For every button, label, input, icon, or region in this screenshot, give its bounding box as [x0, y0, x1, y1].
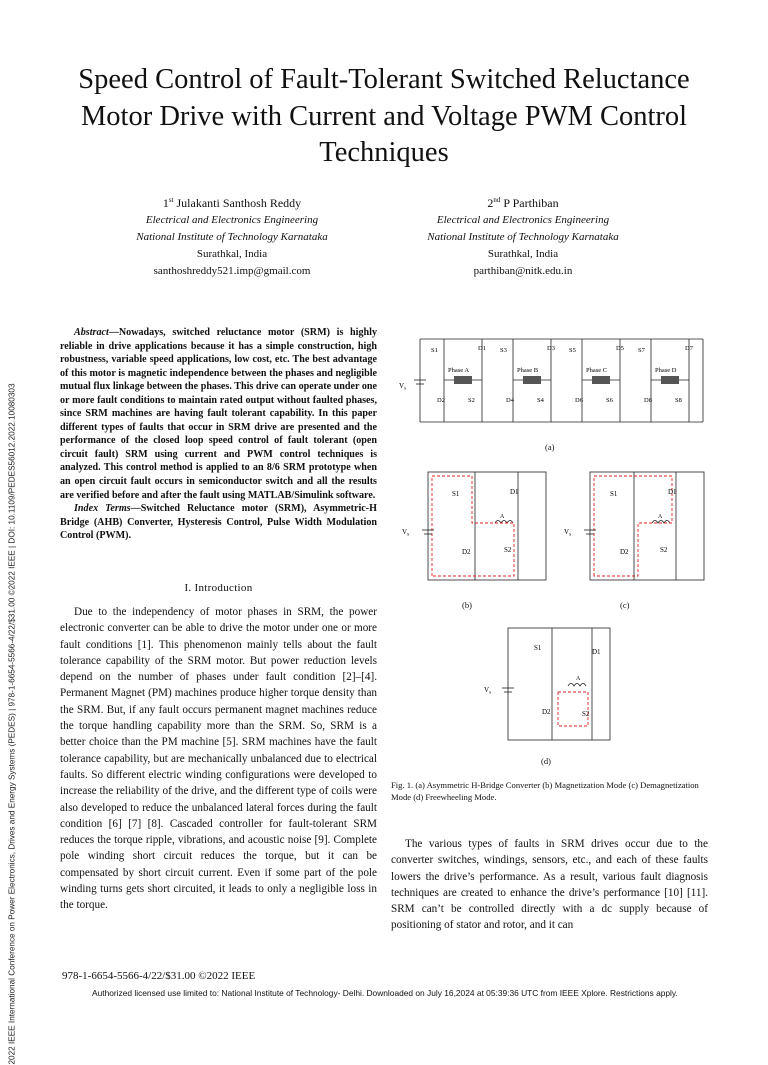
label-s1: S1	[452, 490, 460, 498]
switch-bot-label: S8	[675, 397, 682, 404]
phase-label: Phase C	[586, 367, 608, 374]
phase-winding-1	[454, 376, 472, 384]
switch-top-label: S1	[431, 347, 438, 354]
doi-sidebar	[2, 0, 17, 1065]
switch-bot-label: S4	[537, 397, 544, 404]
switch-bot-label: S6	[606, 397, 613, 404]
diode-bot-label: D2	[437, 397, 445, 404]
svg-text:S1: S1	[610, 490, 618, 498]
svg-text:Vs: $V_s$	[484, 686, 492, 696]
diode-bot-label: D4	[506, 397, 514, 404]
paper-title: Speed Control of Fault-Tolerant Switched Reluctance Motor Drive with Current and Voltage PWM Control Techniques	[78, 64, 690, 168]
sub-label-a: (a)	[545, 442, 555, 452]
phase-winding-2	[523, 376, 541, 384]
figure-d-freewheeling	[480, 626, 614, 744]
author-1: 1st Julakanti Santhosh Reddy Electrical and Electronics Engineering National Institute of Technology Karnataka Surathkal, India santhoshreddy521.imp@gmail.com	[82, 192, 382, 280]
svg-text:Vs: $V_s$	[399, 382, 407, 392]
diode-top-label: D1	[478, 345, 486, 352]
switch-top-label: S5	[569, 347, 576, 354]
figure-a-ahb-converter	[398, 336, 708, 428]
switch-bot-label: S2	[468, 397, 475, 404]
author-2: 2nd P Parthiban Electrical and Electronics Engineering National Institute of Technology Karnataka Surathkal, India parthiban@nitk.edu.in	[373, 192, 673, 280]
phase-label: Phase A	[448, 367, 470, 374]
section-heading: I. Introduction	[184, 582, 253, 594]
svg-text:D2: D2	[542, 708, 551, 716]
switch-top-label: S3	[500, 347, 507, 354]
footer-license: Authorized licensed use limited to: National Institute of Technology- Delhi. Downloaded on July 16,2024 at 05:39:36 UTC from IEEE Xplore. Restrictions apply.	[92, 988, 678, 998]
svg-text:S2: S2	[582, 710, 590, 718]
figure-b-magnetization	[400, 468, 550, 586]
diode-bot-label: D8	[644, 397, 652, 404]
sub-label-d: (d)	[541, 756, 551, 766]
svg-text:S2: S2	[660, 546, 668, 554]
right-column-text: The various types of faults in SRM drives occur due to the converter switches, windings, sensors, etc., and each of these faults lowers the drive’s performance. As a result, various fault diagnosis techniques are created to enhance the drive’s performance [10] [11]. SRM can’t be controlled directly with a dc supply because of positioning of stator and rotor, and it can	[391, 838, 708, 932]
abstract: Abstract—Nowadays, switched reluctance motor (SRM) is highly reliable in drive applications because it has a simple construction, high robustness, variable speed applications, low cost, etc. The best advantage of this motor is magnetic independence between the phases and negligible mutual flux linkage between the phases. This drive can operate under one or more fault conditions to maintain rated output without faulted phases, since SRM machines are having fault tolerant capability. In this paper different types of faults that occur in SRM drive are presented and the performance of the closed loop speed control of fault tolerant (open circuit fault) SRM using current and PWM control techniques is analyzed. This control method is applied to an 8/6 SRM prototype when an open circuit fault occurs in semiconductor switch and all the results are verified before and after the fault using MATLAB/Simulink software. Index Terms—Switched Reluctance motor (SRM), Asymmetric-H Bridge (AHB) Converter, Hysteresis Control, Pulse Width Modulation Control (PWM).	[60, 327, 377, 542]
svg-text:D1: D1	[592, 648, 601, 656]
label-d2: D2	[462, 548, 471, 556]
svg-text:A: A	[500, 514, 505, 520]
svg-text:A: A	[658, 514, 663, 520]
svg-text:D1: D1	[668, 488, 677, 496]
switch-top-label: S7	[638, 347, 645, 354]
svg-text:D2: D2	[620, 548, 629, 556]
intro-text: Due to the independency of motor phases in SRM, the power electronic converter can be able to drive the motor under one or more fault conditions [1]. This phenomenon mainly tells about the fault tolerance capability of the SRM motor. But power reduction levels depend on the number of phases under fault condition [2]–[4]. Permanent Magnet (PM) machines produce higher torque density than the SRM. But, if any fault occurs permanent magnet machines reduce the torque handling capability more than the SRM. So, SRM is a better choice than the PM machine [5]. SRM machines have the fault tolerance capability, but are mechanically unbalanced due to electrical faults. So different electric winding configurations were developed to increase the reliability of the drive, and the different type of coils were also developed to reduce the unbalanced lateral forces during the fault condition [6] [7] [8]. Cascaded controller for fault-tolerant SRM reduces the torque ripple, vibrations, and acoustic noise [9]. Complete pole winding short circuit reduces the torque, but it can be compensated by short circuit current. Even if some part of the pole winding turns gets short circuited, it leads to only a negligible loss in the torque.	[60, 606, 377, 912]
svg-text:A: A	[576, 676, 581, 682]
phase-label: Phase D	[655, 367, 677, 374]
footer-isbn: 978-1-6654-5566-4/22/$31.00 ©2022 IEEE	[62, 970, 256, 982]
svg-text:Vs: $V_s$	[402, 528, 410, 538]
svg-text:S1: S1	[534, 644, 542, 652]
diode-top-label: D5	[616, 345, 624, 352]
label-s2: S2	[504, 546, 512, 554]
phase-winding-4	[661, 376, 679, 384]
label-d1: D1	[510, 488, 519, 496]
sidebar-text: 2022 IEEE International Conference on Power Electronics, Drives and Energy Systems (PEDES) | 978-1-6654-5566-4/22/$31.00 ©2022 IEEE | DOI: 10.1109/PEDES56012.2022.10080303	[7, 383, 17, 1065]
author-1-email: santhoshreddy521.imp@gmail.com	[153, 265, 311, 277]
diode-top-label: D3	[547, 345, 555, 352]
sub-label-c: (c)	[620, 600, 630, 610]
figure-c-demagnetization	[562, 468, 708, 586]
diode-top-label: D7	[685, 345, 693, 352]
diode-bot-label: D6	[575, 397, 583, 404]
author-2-email: parthiban@nitk.edu.in	[473, 265, 573, 277]
phase-label: Phase B	[517, 367, 539, 374]
sub-label-b: (b)	[462, 600, 472, 610]
svg-text:Vs: $V_s$	[564, 528, 572, 538]
phase-winding-3	[592, 376, 610, 384]
figure-caption: Fig. 1. (a) Asymmetric H-Bridge Converter (b) Magnetization Mode (c) Demagnetization Mode (d) Freewheeling Mode.	[391, 780, 699, 802]
